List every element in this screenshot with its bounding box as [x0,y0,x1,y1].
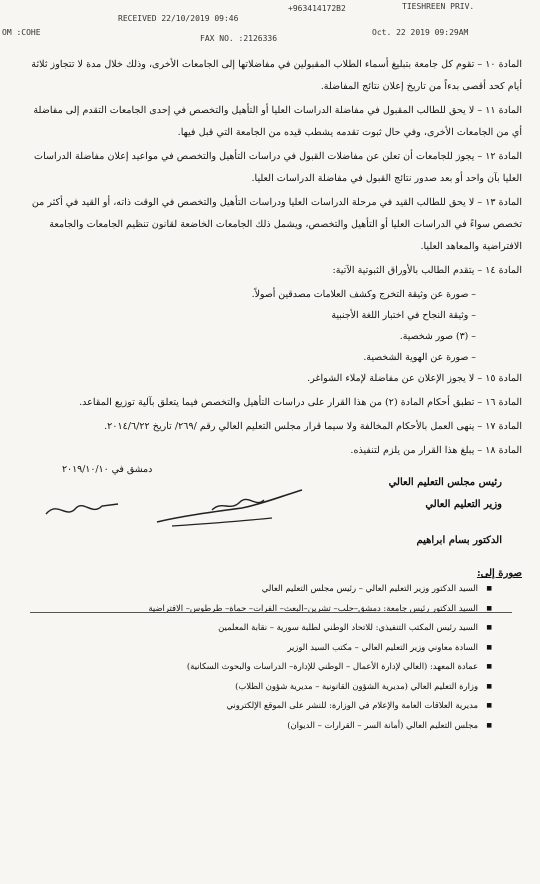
copy-recipient: ■ وزارة التعليم العالي (مديرية الشؤون القانونية – مديرية شؤون الطلاب) [22,677,478,697]
article-13: المادة ١٣ – لا يحق للطالب القيد في مرحلة الدراسات العليا ودراسات التأهيل والتخصص في الوقت ذاته، أو القيد في أكثر من تخصص سواءً في الدراسات العليا أو التأهيل والتخصص، ويشمل ذلك الجامعات الخاضعة لقانون تنظيم الجامعات والجامعة الافتراضية والمعاهد العليا. [31,197,522,252]
article-10: المادة ١٠ – تقوم كل جامعة بتبليغ أسماء الطلاب المقبولين في مفاضلاتها إلى الجامعات الأخرى، وذلك خلال مدة لا تتجاوز ثلاثة أيام كحد أقصى بدءاً من تاريخ إعلان نتائج المفاضلة. [31,59,522,92]
article-17: المادة ١٧ – ينهى العمل بالأحكام المخالفة ولا سيما قرار مجلس التعليم العالي رقم /٢٦٩/ تاريخ ٢٠١٤/٦/٢٢. [104,421,522,432]
copy-recipient: ■ مجلس التعليم العالي (أمانة السر – القرارات – الديوان) [22,716,478,736]
document-item: – وثيقة النجاح في اختبار اللغة الأجنبية [331,310,476,321]
article-18: المادة ١٨ – يبلغ هذا القرار من يلزم لتنفيذه. [350,445,522,456]
copy-recipient: ■ السيد الدكتور وزير التعليم العالي – رئيس مجلس التعليم العالي [22,579,478,599]
signatory-title-2: وزير التعليم العالي [425,499,502,510]
fax-left-label: OM :COHE [2,28,41,37]
article-16: المادة ١٦ – تطبق أحكام المادة (٢) من هذا القرار على دراسات التأهيل والتخصص فيما يتعلق بآلية توزيع المقاعد. [79,397,522,408]
copy-recipient: ■ السادة معاوني وزير التعليم العالي – مكتب السيد الوزير [22,638,478,658]
document-item: – (٣) صور شخصية. [399,331,476,342]
document-item: – صورة عن وثيقة التخرج وكشف العلامات مصدقين أصولاً. [251,289,476,300]
document-item: – صورة عن الهوية الشخصية. [363,352,476,363]
fax-phone: +963414172B2 [288,4,346,13]
copies-divider [30,612,512,613]
article-12: المادة ١٢ – يجوز للجامعات أن تعلن عن مفاضلات القبول في دراسات التأهيل والتخصص في مواعيد إعلان مفاضلة الدراسات العليا بآن واحد أو بعد صدور نتائج القبول في مفاضلة الدراسات العليا. [34,151,522,184]
signatory-title-1: رئيس مجلس التعليم العالي [388,477,502,488]
copy-recipient: ■ مديرية العلاقات العامة والإعلام في الوزارة: للنشر على الموقع الإلكتروني [22,696,478,716]
copies-heading: صورة إلى: [476,568,522,579]
fax-header [0,0,540,43]
article-15: المادة ١٥ – لا يجوز الإعلان عن مفاضلة لإملاء الشواغر. [307,373,522,384]
handwritten-signature-icon [152,482,312,532]
fax-number: FAX NO. :2126336 [200,34,278,43]
fax-received: RECEIVED 22/10/2019 09:46 [118,14,239,23]
fax-sender: TIESHREEN PRIV. [402,2,475,11]
place-date: دمشق في ٢٠١٩/١٠/١٠ [62,464,153,475]
decision-document [22,54,522,735]
copy-recipient: ■ السيد الدكتور رئيس جامعة: دمشق–حلب– تشرين–البعث– الفرات– حماة– طرطوس– الافتراضية [22,599,478,619]
copy-recipient: ■ السيد رئيس المكتب التنفيذي: للاتحاد الوطني لطلبة سورية – نقابة المعلمين [22,618,478,638]
fax-date: Oct. 22 2019 09:29AM [372,28,469,37]
copy-recipient: ■ عمادة المعهد: (العالي لإدارة الأعمال – الوطني للإدارة– الدراسات والبحوث السكانية) [22,657,478,677]
signature-block [22,464,522,560]
article-11: المادة ١١ – لا يحق للطالب المقبول في مفاضلة الدراسات العليا أو التأهيل والتخصص في إحدى الجامعات التقدم إلى مفاضلة أي من الجامعات الأخرى، وفي حال ثبوت تقدمه يشطب قيده من الجامعة التي قبل فيها. [33,105,522,138]
signatory-name: الدكتور بسام ابراهيم [416,535,502,546]
paraph-icon [42,494,122,524]
article-14: المادة ١٤ – يتقدم الطالب بالأوراق الثبوتية الآتية: [332,265,522,276]
signatory [389,472,502,552]
